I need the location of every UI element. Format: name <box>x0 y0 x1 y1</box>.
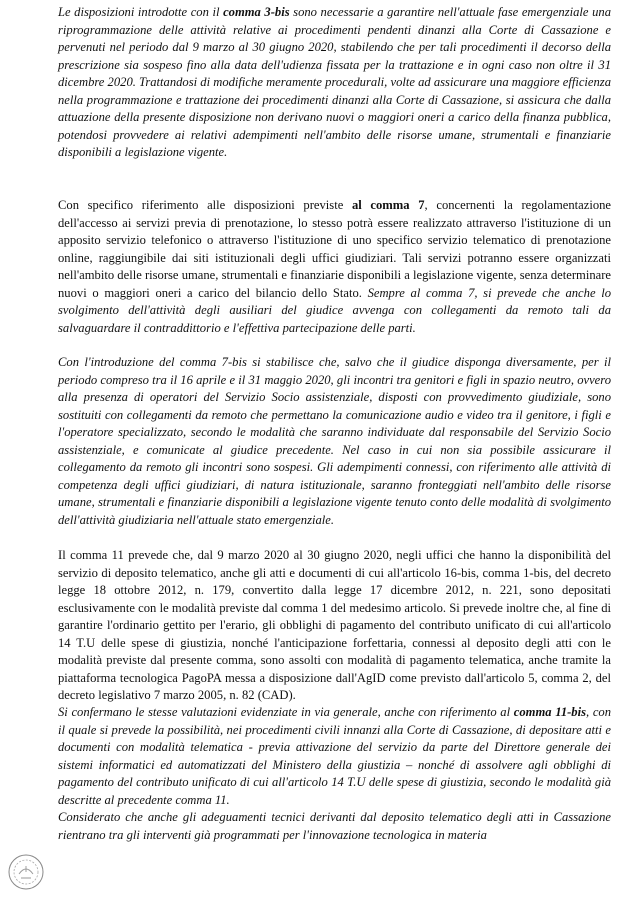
italic-run: Sempre al comma 7, si prevede che anche lo svolgimento dell'attività degli ausiliari del giudice avvenga con collegamenti da remoto tali da salvaguardare il contraddittorio e l'effettiva partecipazione delle parti. <box>58 285 611 335</box>
text-run: Il comma 11 prevede che, dal 9 marzo 2020 al 30 giugno 2020, negli uffici che hanno la disponibilità del servizio di deposito telematico, anche gli atti e documenti di cui all'articolo 16-bis, comma 1-bis, del decreto legge 18 ottobre 2012, n. 179, convertito dalla legge 17 dicembre 2012, n. 221, sono depositati esclusivamente con le modalità previste dal comma 1 del medesimo articolo. Si prevede inoltre che, al fine di garantire l'ordinario gettito per l'erario, gli obblighi di pagamento del contributo unificato di cui all'articolo 14 T.U delle spese di giustizia, nonché l'anticipazione forfettaria, connessi al deposito degli atti con le modalità previste dal presente comma, sono assolti con modalità di pagamento telematica, anche tramite la piattaforma tecnologica PagoPA messa a disposizione dall'AgID come previsto dall'articolo 5, comma 2, del decreto legislativo 7 marzo 2005, n. 82 (CAD). <box>58 548 611 703</box>
text-run: sono necessarie a garantire nell'attuale fase emergenziale una riprogrammazione delle attività relative ai procedimenti pendenti dinanzi alla Corte di Cassazione e pervenuti nel periodo dal 9 marzo al 30 giugno 2020, stabilendo che per tali procedimenti il decorso della prescrizione sia sospeso fino alla data dell'udienza fissata per la trattazione e in ogni caso non oltre il 31 dicembre 2020. Trattandosi di modifiche meramente procedurali, volte ad assicurare una maggiore efficienza nella programmazione e trattazione dei procedimenti dinanzi alla Corte di Cassazione, si assicura che dalla attuazione della presente disposizione non derivano nuovi o maggiori oneri a carico della finanza pubblica, potendosi provvedere ai relativi adempimenti nell'ambito delle risorse umane, strumentali e finanziarie disponibili a legislazione vigente. <box>58 5 611 160</box>
paragraph-comma-7 <box>58 197 611 337</box>
text-run: Si confermano le stesse valutazioni evidenziate in via generale, anche con riferimento al <box>58 705 514 719</box>
text-run: , concernenti la regolamentazione dell'accesso ai servizi previa di prenotazione, lo stesso potrà essere realizzato attraverso l'istituzione di un apposito servizio telefonico o attraverso l'istituzione di uno specifico servizio telematico di prenotazione online, raggiungibile dai siti istituzionali degli uffici giudiziari. Tali servizi potranno essere organizzati nell'ambito delle risorse umane, strumentali e finanziarie disponibili a legislazione vigente, senza determinare nuovi o maggiori oneri a carico del bilancio dello Stato. <box>58 198 612 300</box>
text-run: Considerato che anche gli adeguamenti tecnici derivanti dal deposito telematico degli atti in Cassazione rientrano tra gli interventi già programmati per l'innovazione tecnologica in materia <box>58 810 611 842</box>
paragraph-comma-11-bis <box>58 704 611 809</box>
paragraph-comma-11 <box>58 547 611 705</box>
bold-run: comma 3-bis <box>223 5 290 19</box>
text-run: Con specifico riferimento alle disposizioni previste <box>58 198 352 212</box>
stamp-seal-icon <box>6 852 46 892</box>
paragraph-considerato <box>58 809 611 844</box>
paragraph-comma-3-bis <box>58 4 611 162</box>
bold-run: comma 11-bis <box>513 705 587 719</box>
text-run: , con il quale si prevede la possibilità, nei procedimenti civili innanzi alla Corte di Cassazione, di depositare atti e documenti con modalità telematica - previa attivazione del servizio da parte del Direttore generale dei sistemi informatici ed automatizzati del Ministero della giustizia – nonché di assolvere agli obblighi di pagamento del contributo unificato di cui all'articolo 14 T.U delle spese di giustizia, secondo le modalità già descritte al precedente comma 11. <box>58 705 612 807</box>
text-run: Le disposizioni introdotte con il <box>58 5 224 19</box>
paragraph-comma-7-bis <box>58 354 611 529</box>
bold-run: al comma 7 <box>351 198 425 212</box>
text-run: Con l'introduzione del comma 7-bis si stabilisce che, salvo che il giudice disponga diversamente, per il periodo compreso tra il 16 aprile e il 31 maggio 2020, gli incontri tra genitori e figli in spazio neutro, ovvero alla presenza di operatori del Servizio Socio assistenziale, disposti con provvedimento giudiziale, sono sostituiti con collegamenti da remoto che permettano la comunicazione audio e video tra il genitore, i figli e l'operatore specializzato, secondo le modalità che saranno individuate dal responsabile del Servizio Socio assistenziale, e comunicate al giudice precedente. Nel caso in cui non sia possibile assicurare il collegamento da remoto gli incontri sono sospesi. Gli adempimenti connessi, con riferimento alle attività di competenza degli uffici giudiziari, di natura istituzionale, saranno fronteggiati nell'ambito delle risorse umane, strumentali e finanziarie disponibili a legislazione vigente tenuto conto delle modalità di svolgimento dell'attività giudiziaria nell'attuale stato emergenziale. <box>58 355 611 527</box>
